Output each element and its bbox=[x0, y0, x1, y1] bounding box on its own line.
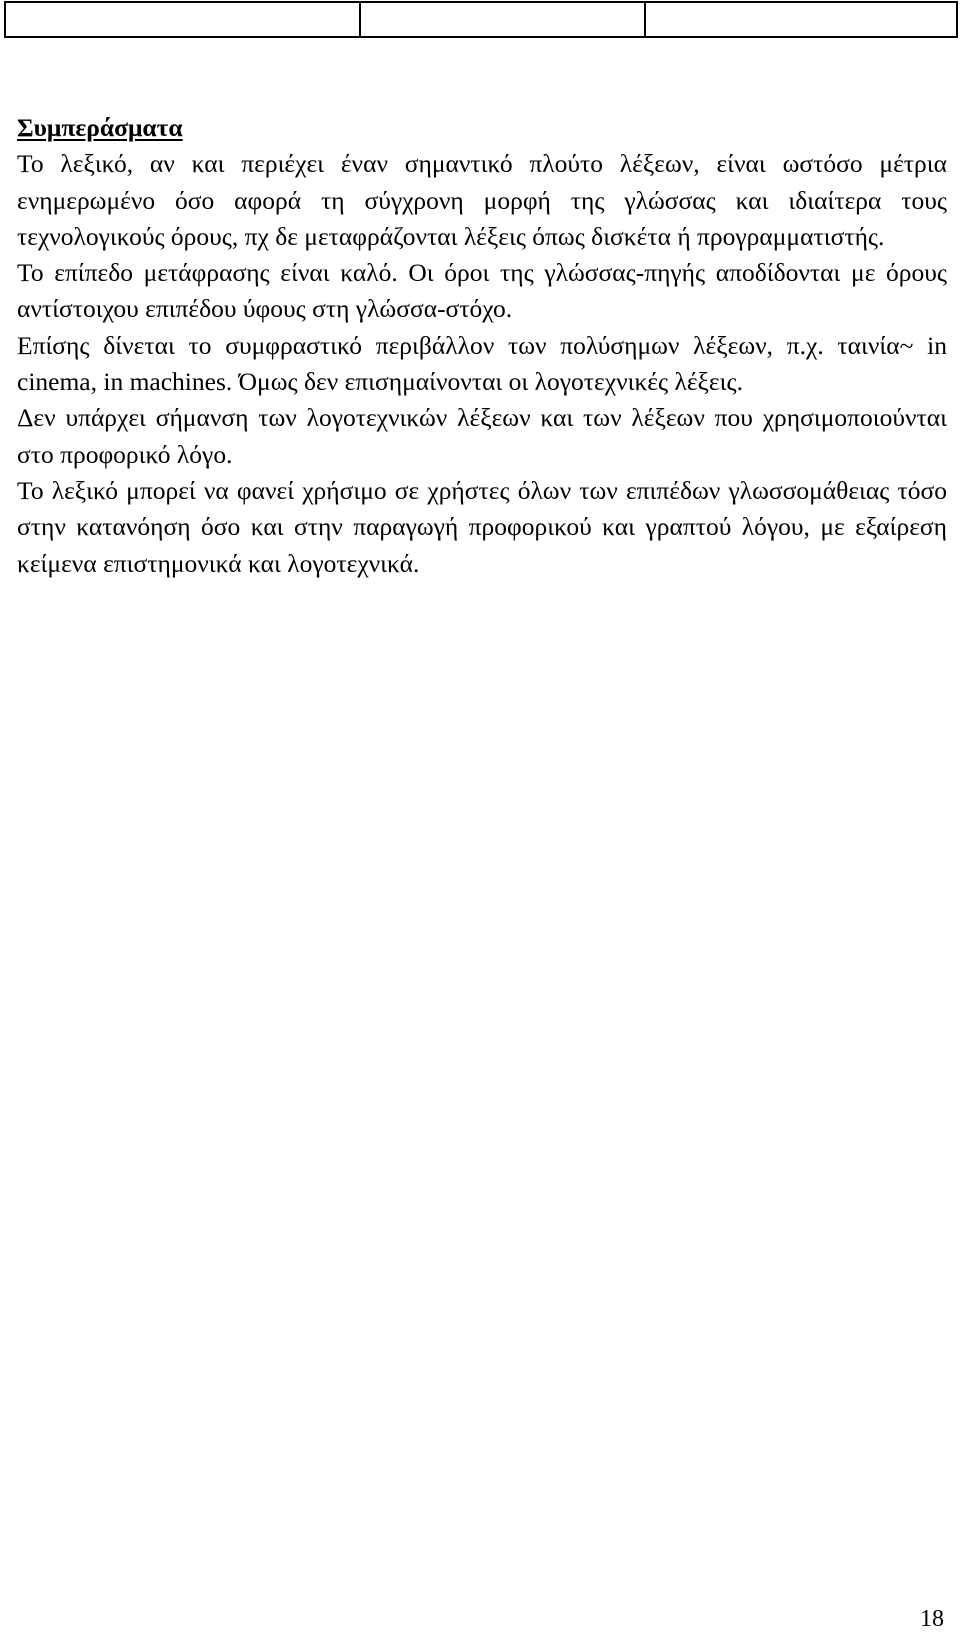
section-heading: Συμπεράσματα bbox=[17, 113, 183, 142]
paragraph-5: Το λεξικό μπορεί να φανεί χρήσιμο σε χρήστες όλων των επιπέδων γλωσσομάθειας τόσο στην κατανόηση όσο και στην παραγωγή προφορικού και γραπτού λόγου, με εξαίρεση κείμενα επιστημονικά και λογοτεχνικά. bbox=[17, 475, 947, 578]
header-cell-left bbox=[5, 2, 360, 37]
page-number: 18 bbox=[920, 1606, 944, 1632]
document-body bbox=[17, 110, 947, 582]
header-table bbox=[4, 1, 958, 38]
paragraph-2: Το επίπεδο μετάφρασης είναι καλό. Οι όροι της γλώσσας-πηγής αποδίδονται με όρους αντίστοιχου επιπέδου ύφους στη γλώσσα-στόχο. bbox=[17, 258, 947, 324]
paragraph-1: Το λεξικό, αν και περιέχει έναν σημαντικό πλούτο λέξεων, είναι ωστόσο μέτρια ενημερωμένο όσο αφορά τη σύγχρονη μορφή της γλώσσας και ιδιαίτερα τους τεχνολογικούς όρους, πχ δε μεταφράζονται λέξεις όπως δισκέτα ή προγραμματιστής. bbox=[17, 149, 947, 251]
header-row bbox=[5, 2, 957, 37]
paragraph-3: Επίσης δίνεται το συμφραστικό περιβάλλον των πολύσημων λέξεων, π.χ. ταινία~ in cinema, in machines. Όμως δεν επισημαίνονται οι λογοτεχνικές λέξεις. bbox=[17, 330, 947, 397]
header-cell-middle bbox=[360, 2, 645, 37]
paragraph-4: Δεν υπάρχει σήμανση των λογοτεχνικών λέξεων και των λέξεων που χρησιμοποιούνται στο προφορικό λόγο. bbox=[17, 403, 947, 469]
header-cell-right bbox=[645, 2, 957, 37]
